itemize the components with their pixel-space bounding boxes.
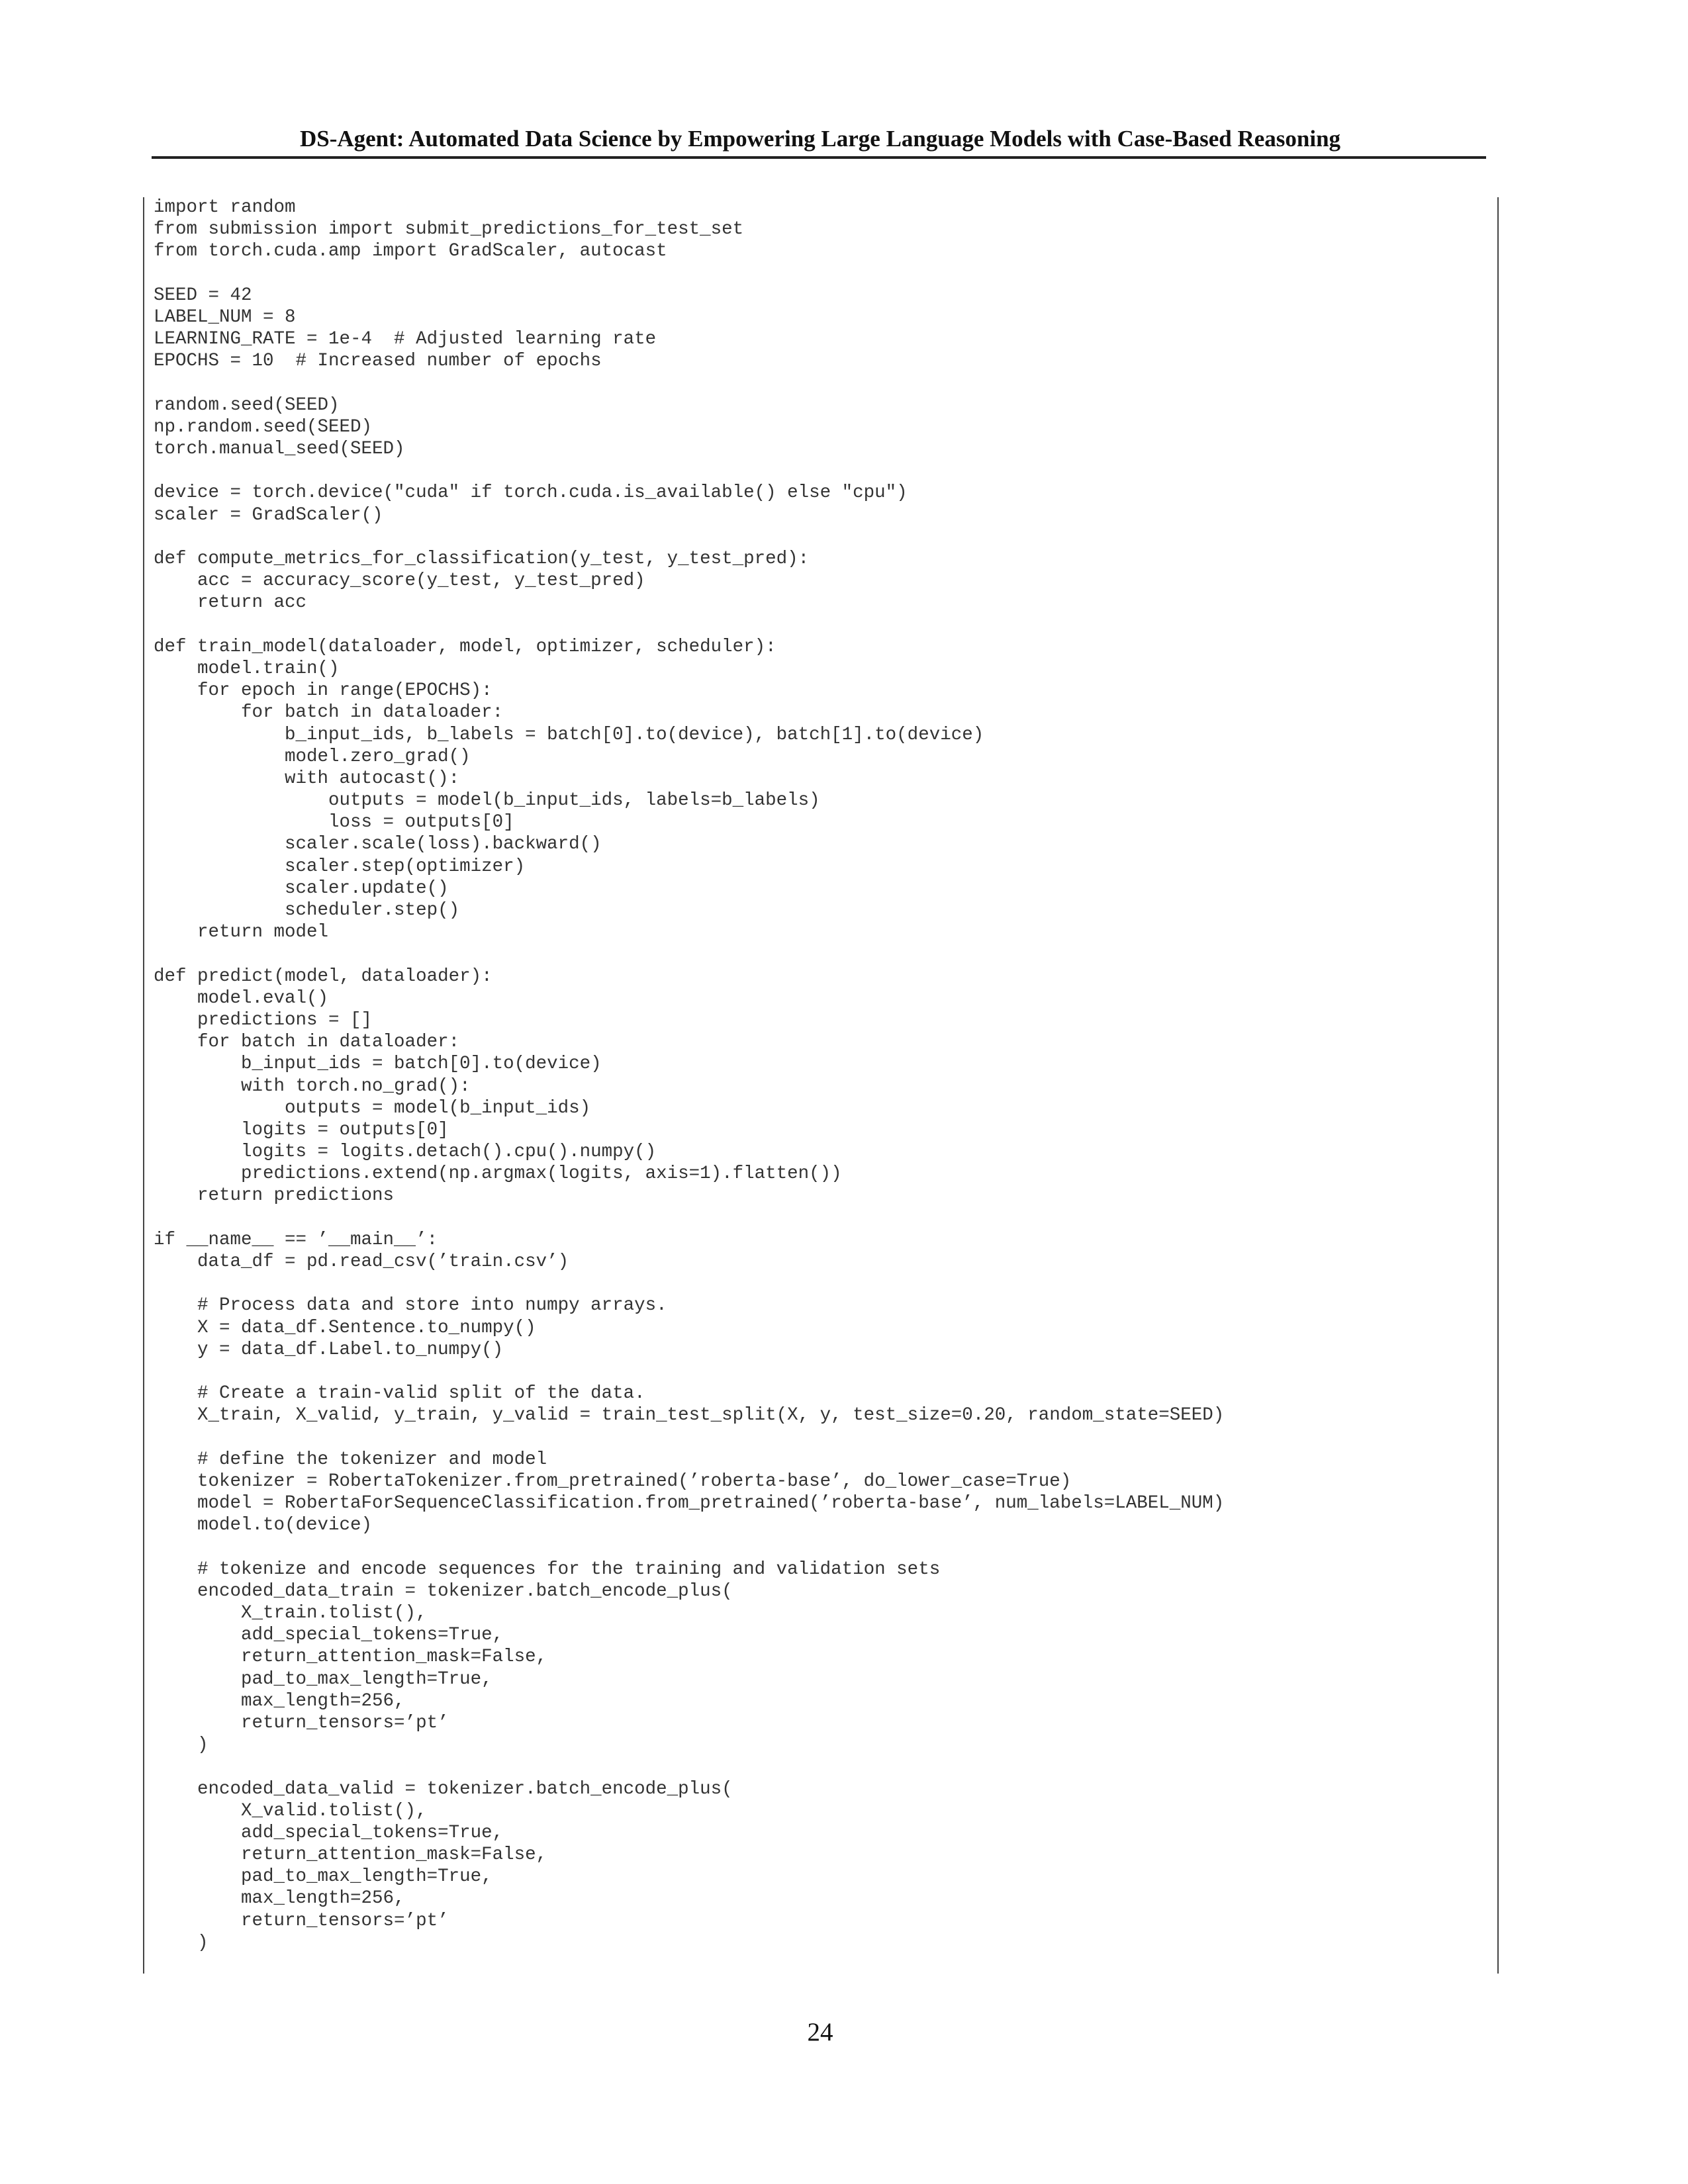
code-line: # Process data and store into numpy arrays. bbox=[154, 1295, 667, 1316]
code-line: return_attention_mask=False, bbox=[154, 1844, 547, 1866]
code-line: pad_to_max_length=True, bbox=[154, 1866, 492, 1888]
code-line bbox=[154, 1536, 1477, 1558]
code-line: if __name__ == ’__main__’: bbox=[154, 1229, 438, 1250]
code-line bbox=[154, 1756, 1477, 1778]
code-line: logits = logits.detach().cpu().numpy() bbox=[154, 1142, 657, 1163]
header-rule bbox=[152, 156, 1486, 159]
code-line: torch.manual_seed(SEED) bbox=[154, 439, 405, 460]
code-line: with torch.no_grad(): bbox=[154, 1075, 471, 1097]
code-line: # Create a train-valid split of the data. bbox=[154, 1383, 645, 1404]
code-line: scaler.step(optimizer) bbox=[154, 856, 526, 877]
code-line: loss = outputs[0] bbox=[154, 812, 514, 833]
code-line bbox=[154, 263, 1477, 285]
code-line: predictions = [] bbox=[154, 1009, 373, 1030]
code-line bbox=[154, 1361, 1477, 1383]
code-line: ) bbox=[154, 1735, 209, 1756]
code-line: for epoch in range(EPOCHS): bbox=[154, 680, 492, 702]
code-line: return predictions bbox=[154, 1185, 395, 1206]
code-line: encoded_data_train = tokenizer.batch_encode_plus( bbox=[154, 1580, 733, 1602]
code-line bbox=[154, 1273, 1477, 1295]
code-line: def predict(model, dataloader): bbox=[154, 966, 492, 987]
code-line: acc = accuracy_score(y_test, y_test_pred) bbox=[154, 570, 645, 592]
code-line: logits = outputs[0] bbox=[154, 1119, 449, 1140]
code-line: scaler.scale(loss).backward() bbox=[154, 834, 602, 855]
code-line bbox=[154, 943, 1477, 965]
code-line: model = RobertaForSequenceClassification.from_pretrained(’roberta-base’, num_labels=LABEL_NUM) bbox=[154, 1493, 1225, 1514]
code-line: model.zero_grad() bbox=[154, 746, 471, 767]
code-line: def train_model(dataloader, model, optimizer, scheduler): bbox=[154, 636, 776, 657]
code-line: import random bbox=[154, 197, 296, 218]
code-line: device = torch.device("cuda" if torch.cuda.is_available() else "cpu") bbox=[154, 482, 908, 504]
code-line: np.random.seed(SEED) bbox=[154, 416, 373, 437]
code-line: pad_to_max_length=True, bbox=[154, 1668, 492, 1690]
code-line: tokenizer = RobertaTokenizer.from_pretrained(’roberta-base’, do_lower_case=True) bbox=[154, 1471, 1072, 1492]
code-line: add_special_tokens=True, bbox=[154, 1625, 504, 1646]
code-line: # define the tokenizer and model bbox=[154, 1449, 547, 1470]
code-line bbox=[154, 1427, 1477, 1449]
code-line: SEED = 42 bbox=[154, 285, 252, 306]
running-header-title: DS-Agent: Automated Data Science by Empowering Large Language Models with Case-Based Reasoning bbox=[299, 126, 1341, 152]
code-line: return acc bbox=[154, 592, 307, 614]
code-line: outputs = model(b_input_ids) bbox=[154, 1097, 591, 1118]
code-line: X_train, X_valid, y_train, y_valid = train_test_split(X, y, test_size=0.20, random_state=SEED) bbox=[154, 1405, 1225, 1426]
code-line bbox=[154, 614, 1477, 636]
code-line: for batch in dataloader: bbox=[154, 702, 504, 723]
code-line: def compute_metrics_for_classification(y_test, y_test_pred): bbox=[154, 549, 810, 569]
code-line: data_df = pd.read_csv(’train.csv’) bbox=[154, 1251, 569, 1272]
code-line: y = data_df.Label.to_numpy() bbox=[154, 1339, 504, 1360]
code-line: return_tensors=’pt’ bbox=[154, 1910, 449, 1931]
code-line: max_length=256, bbox=[154, 1888, 405, 1909]
code-listing bbox=[154, 197, 1477, 1954]
code-line: from torch.cuda.amp import GradScaler, autocast bbox=[154, 241, 667, 262]
code-line: b_input_ids = batch[0].to(device) bbox=[154, 1054, 602, 1075]
code-line: model.train() bbox=[154, 658, 340, 679]
code-line: model.eval() bbox=[154, 987, 329, 1009]
code-line: predictions.extend(np.argmax(logits, axis=1).flatten()) bbox=[154, 1163, 842, 1185]
code-line: return_tensors=’pt’ bbox=[154, 1712, 449, 1733]
code-line bbox=[154, 1207, 1477, 1229]
page-number: 24 bbox=[807, 2018, 833, 2046]
code-line: X = data_df.Sentence.to_numpy() bbox=[154, 1317, 536, 1338]
code-line: for batch in dataloader: bbox=[154, 1032, 460, 1053]
code-line: random.seed(SEED) bbox=[154, 394, 340, 416]
code-line: return model bbox=[154, 922, 329, 943]
code-line: model.to(device) bbox=[154, 1515, 373, 1536]
code-line: return_attention_mask=False, bbox=[154, 1647, 547, 1668]
code-line: add_special_tokens=True, bbox=[154, 1822, 504, 1843]
code-line: with autocast(): bbox=[154, 768, 460, 789]
code-line: ) bbox=[154, 1932, 209, 1953]
code-line bbox=[154, 526, 1477, 548]
code-line bbox=[154, 373, 1477, 394]
code-line: LABEL_NUM = 8 bbox=[154, 306, 296, 328]
code-line: LEARNING_RATE = 1e-4 # Adjusted learning rate bbox=[154, 329, 657, 350]
code-line: X_train.tolist(), bbox=[154, 1603, 427, 1623]
code-line bbox=[154, 460, 1477, 482]
code-line: X_valid.tolist(), bbox=[154, 1800, 427, 1821]
code-line: scaler = GradScaler() bbox=[154, 504, 383, 525]
code-line: scheduler.step() bbox=[154, 900, 460, 921]
code-line: outputs = model(b_input_ids, labels=b_labels) bbox=[154, 790, 820, 811]
code-line: EPOCHS = 10 # Increased number of epochs bbox=[154, 351, 602, 372]
code-line: max_length=256, bbox=[154, 1690, 405, 1711]
code-line: from submission import submit_predictions_for_test_set bbox=[154, 219, 744, 240]
code-line: encoded_data_valid = tokenizer.batch_encode_plus( bbox=[154, 1778, 733, 1799]
code-line: b_input_ids, b_labels = batch[0].to(device), batch[1].to(device) bbox=[154, 724, 984, 745]
code-line: scaler.update() bbox=[154, 878, 449, 899]
code-line: # tokenize and encode sequences for the training and validation sets bbox=[154, 1559, 941, 1580]
